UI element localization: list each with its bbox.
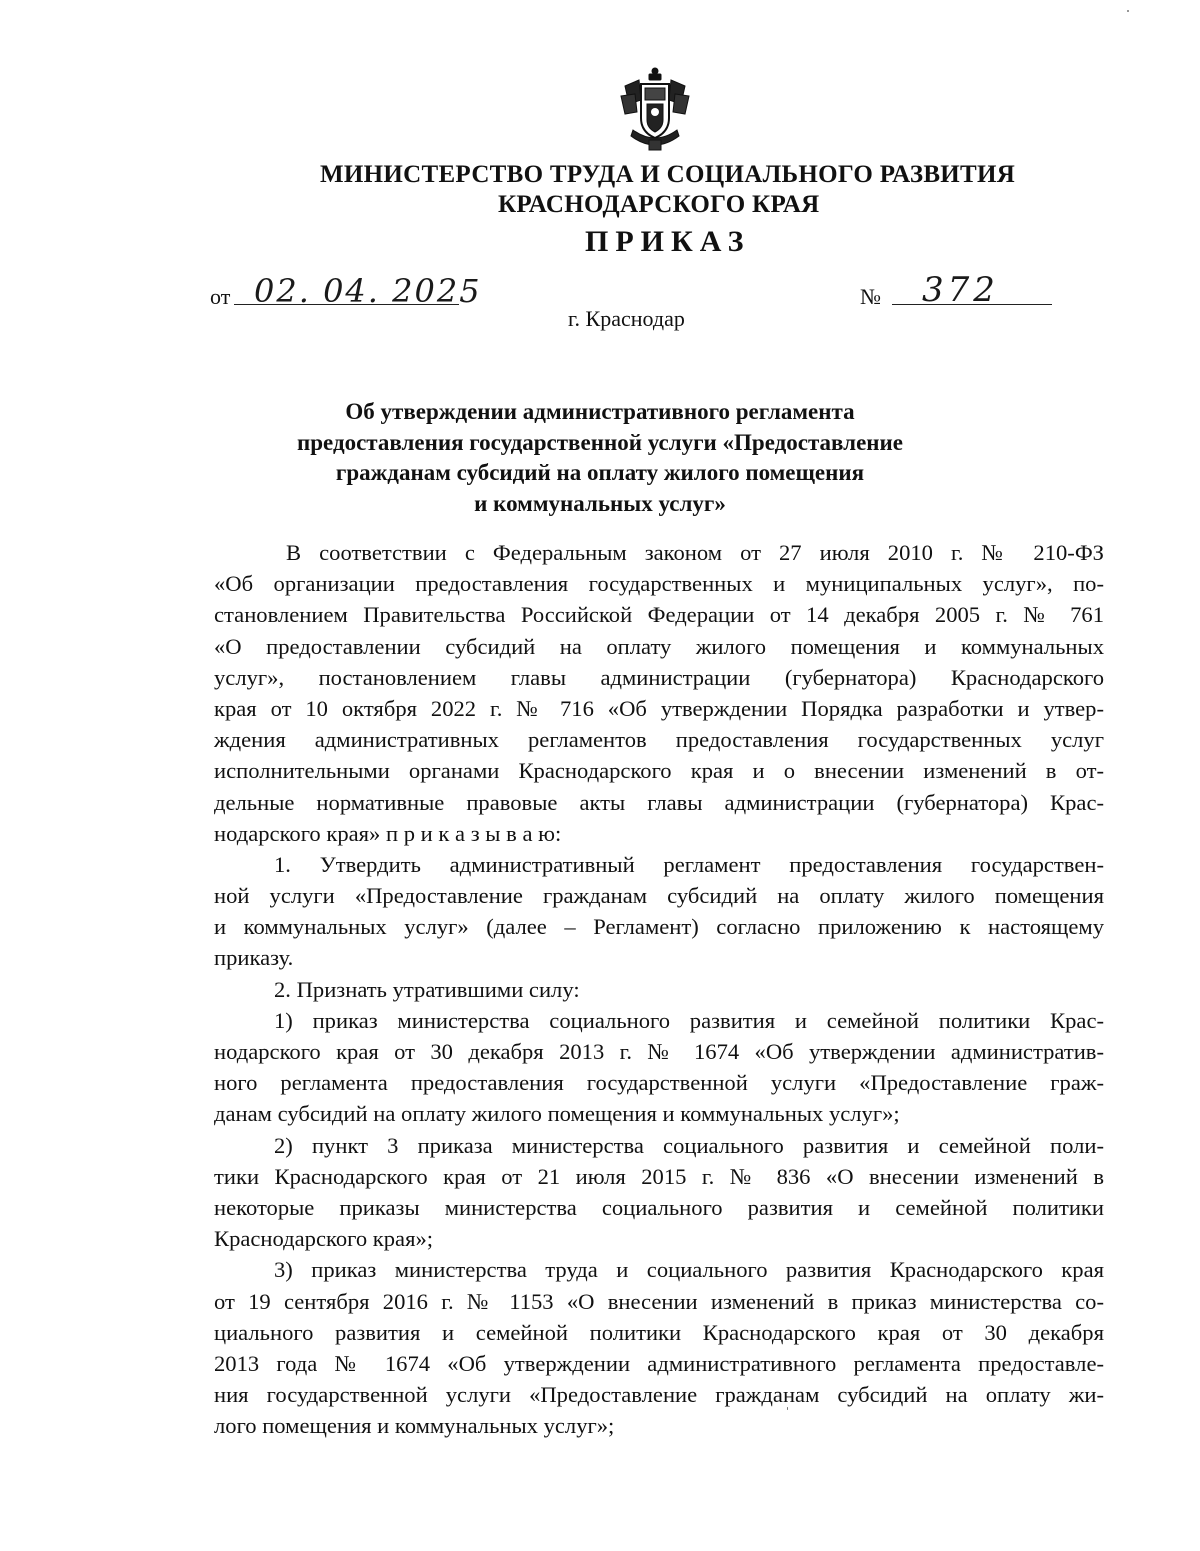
body-line: 2. Признать утратившими силу:: [274, 976, 580, 1002]
body-line: В соответствии с Федеральным законом от 27 июля 2010 г. № 210-ФЗ: [286, 540, 1104, 565]
body-line: исполнительными органами Краснодарского края и о внесении изменений в от-: [214, 758, 1104, 784]
body-line: нодарского края от 30 декабря 2013 г. № 1674 «Об утверждении административ-: [214, 1039, 1104, 1064]
body-line: становлением Правительства Российской Федерации от 14 декабря 2005 г. № 761: [214, 602, 1104, 628]
body-line: 2013 года № 1674 «Об утверждении административного регламента предоставле-: [214, 1350, 1104, 1376]
body-line: ного регламента предоставления государственной услуги «Предоставление граж-: [214, 1070, 1104, 1096]
body-line: лого помещения и коммунальных услуг»;: [214, 1413, 615, 1439]
handwritten-number: 372: [922, 270, 999, 310]
body-line: 2) пункт 3 приказа министерства социального развития и семейной поли-: [274, 1132, 1104, 1158]
body-line: ния государственной услуги «Предоставление гражданам субсидий на оплату жи-: [214, 1382, 1104, 1408]
body-line: «Об организации предоставления государственных и муниципальных услуг», по-: [214, 571, 1104, 597]
body-line: и коммунальных услуг» (далее – Регламент) согласно приложению к настоящему: [214, 914, 1104, 940]
ministry-name-line-2: КРАСНОДАРСКОГО КРАЯ: [498, 191, 820, 218]
ministry-name: [0, 160, 1200, 220]
coat-of-arms-icon: [619, 66, 691, 154]
body-line: приказу.: [214, 945, 294, 971]
body-line: услуг», постановлением главы администрации (губернатора) Краснодарского: [214, 664, 1104, 690]
body-line: ждения административных регламентов предоставления государственных услуг: [214, 727, 1104, 753]
body-line: ной услуги «Предоставление гражданам субсидий на оплату жилого помещения: [214, 883, 1104, 909]
order-subject: [0, 397, 1200, 519]
scan-speck: [1127, 10, 1129, 12]
subject-line: и коммунальных услуг»: [474, 490, 726, 516]
body-line: 3) приказ министерства труда и социального развития Краснодарского края: [274, 1257, 1104, 1283]
body-line: 1. Утвердить административный регламент предоставления государствен-: [274, 851, 1104, 877]
body-line: Краснодарского края»;: [214, 1226, 434, 1252]
body-line: нодарского края» п р и к а з ы в а ю:: [214, 820, 562, 846]
subject-line: предоставления государственной услуги «Предоставление: [297, 429, 903, 455]
body-line: дельные нормативные правовые акты главы администрации (губернатора) Крас-: [214, 789, 1104, 815]
body-line: тики Краснодарского края от 21 июля 2015 г. № 836 «О внесении изменений в: [214, 1163, 1104, 1189]
subject-line: Об утверждении административного регламента: [345, 399, 855, 424]
subject-line: гражданам субсидий на оплату жилого помещения: [335, 460, 865, 485]
handwritten-date: 02. 04. 2025: [254, 272, 482, 310]
city-name: г. Краснодар: [568, 306, 685, 331]
number-prefix: №: [860, 284, 881, 309]
document-type-title: ПРИКАЗ: [585, 225, 751, 258]
body-line: 1) приказ министерства социального развития и семейной политики Крас-: [274, 1007, 1104, 1033]
body-line: данам субсидий на оплату жилого помещения и коммунальных услуг»;: [214, 1101, 900, 1127]
body-line: некоторые приказы министерства социального развития и семейной политики: [214, 1194, 1104, 1220]
date-prefix: от: [210, 284, 231, 309]
body-line: от 19 сентября 2016 г. № 1153 «О внесении изменений в приказ министерства со-: [214, 1288, 1104, 1314]
ministry-name-line-1: МИНИСТЕРСТВО ТРУДА И СОЦИАЛЬНОГО РАЗВИТИЯ: [320, 161, 1016, 188]
body-line: «О предоставлении субсидий на оплату жилого помещения и коммунальных: [214, 633, 1104, 659]
scan-speck: [787, 1407, 788, 1410]
body-line: края от 10 октября 2022 г. № 716 «Об утверждении Порядка разработки и утвер-: [214, 695, 1104, 721]
body-line: циального развития и семейной политики Краснодарского края от 30 декабря: [214, 1319, 1104, 1345]
order-body: [214, 537, 1104, 1441]
